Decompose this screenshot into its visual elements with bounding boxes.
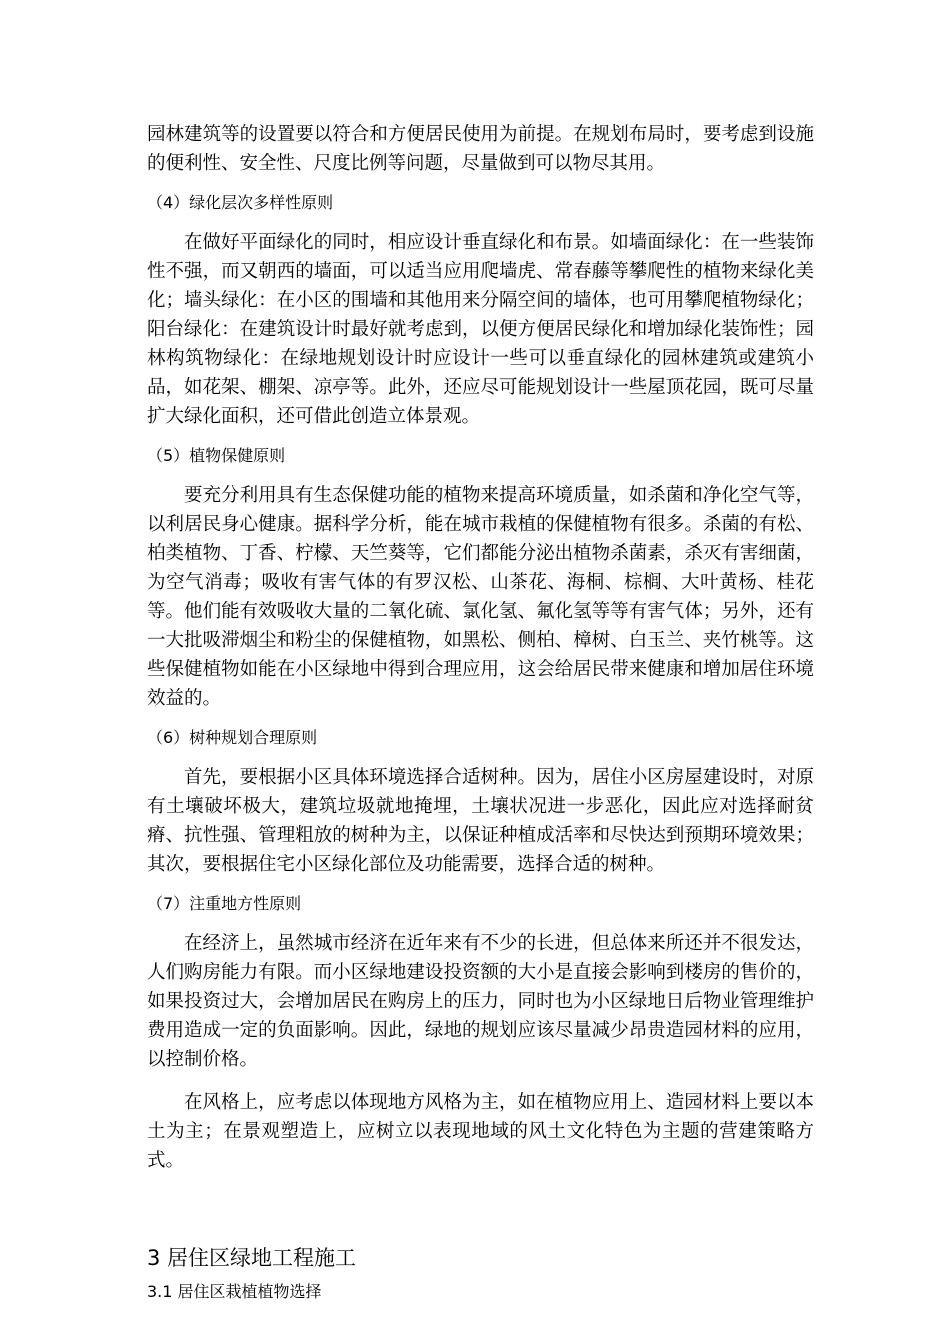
paragraph-principle-6: 首先，要根据小区具体环境选择合适树种。因为，居住小区房屋建设时，对原有土壤破坏极大，建筑垃圾就地掩埋，土壤状况进一步恶化，因此应对选择耐贫瘠、抗性强、管理粗放的树种为主，以保证种植成活率和尽快达到预期环境效果；其次，要根据住宅小区绿化部位及功能需要，选择合适的树种。: [147, 767, 814, 875]
heading-principle-4: （4）绿化层次多样性原则: [147, 193, 334, 212]
heading-principle-7: （7）注重地方性原则: [147, 894, 302, 913]
paragraph-intro: 园林建筑等的设置要以符合和方便居民使用为前提。在规划布局时，要考虑到设施的便利性、安全性、尺度比例等问题，尽量做到可以物尽其用。: [147, 124, 814, 174]
paragraph-principle-4: 在做好平面绿化的同时，相应设计垂直绿化和布景。如墙面绿化：在一些装饰性不强，而又朝西的墙面，可以适当应用爬墙虎、常春藤等攀爬性的植物来绿化美化；墙头绿化：在小区的围墙和其他用来分隔空间的墙体，也可用攀爬植物绿化；阳台绿化：在建筑设计时最好就考虑到，以便方便居民绿化和增加绿化装饰性；园林构筑物绿化：在绿地规划设计时应设计一些可以垂直绿化的园林建筑或建筑小品，如花架、棚架、凉亭等。此外，还应尽可能规划设计一些屋顶花园，既可尽量扩大绿化面积，还可借此创造立体景观。: [147, 232, 814, 427]
page-body: [147, 120, 814, 1305]
section-3-1-title: 3.1 居住区栽植植物选择: [147, 1282, 322, 1301]
paragraph-principle-5: 要充分利用具有生态保健功能的植物来提高环境质量，如杀菌和净化空气等，以利居民身心健康。据科学分析，能在城市栽植的保健植物有很多。杀菌的有松、柏类植物、丁香、柠檬、天竺葵等，它们都能分泌出植物杀菌素，杀灭有害细菌，为空气消毒；吸收有害气体的有罗汉松、山茶花、海桐、棕榈、大叶黄杨、桂花等。他们能有效吸收大量的二氧化硫、氯化氢、氟化氢等等有害气体；另外，还有一大批吸滞烟尘和粉尘的保健植物，如黑松、侧柏、樟树、白玉兰、夹竹桃等。这些保健植物如能在小区绿地中得到合理应用，这会给居民带来健康和增加居住环境效益的。: [147, 485, 814, 709]
paragraph-principle-7-economy: 在经济上，虽然城市经济在近年来有不少的长进，但总体来所还并不很发达，人们购房能力有限。而小区绿地建设投资额的大小是直接会影响到楼房的售价的，如果投资过大，会增加居民在购房上的压力，同时也为小区绿地日后物业管理维护费用造成一定的负面影响。因此，绿地的规划应该尽量减少昂贵造园材料的应用，以控制价格。: [147, 933, 814, 1070]
chapter-3-title: 3 居住区绿地工程施工: [147, 1246, 357, 1270]
paragraph-principle-7-style: 在风格上，应考虑以体现地方风格为主，如在植物应用上、造园材料上要以本土为主；在景观塑造上，应树立以表现地域的风土文化特色为主题的营建策略方式。: [147, 1092, 814, 1171]
heading-principle-6: （6）树种规划合理原则: [147, 728, 318, 747]
heading-principle-5: （5）植物保健原则: [147, 446, 286, 465]
